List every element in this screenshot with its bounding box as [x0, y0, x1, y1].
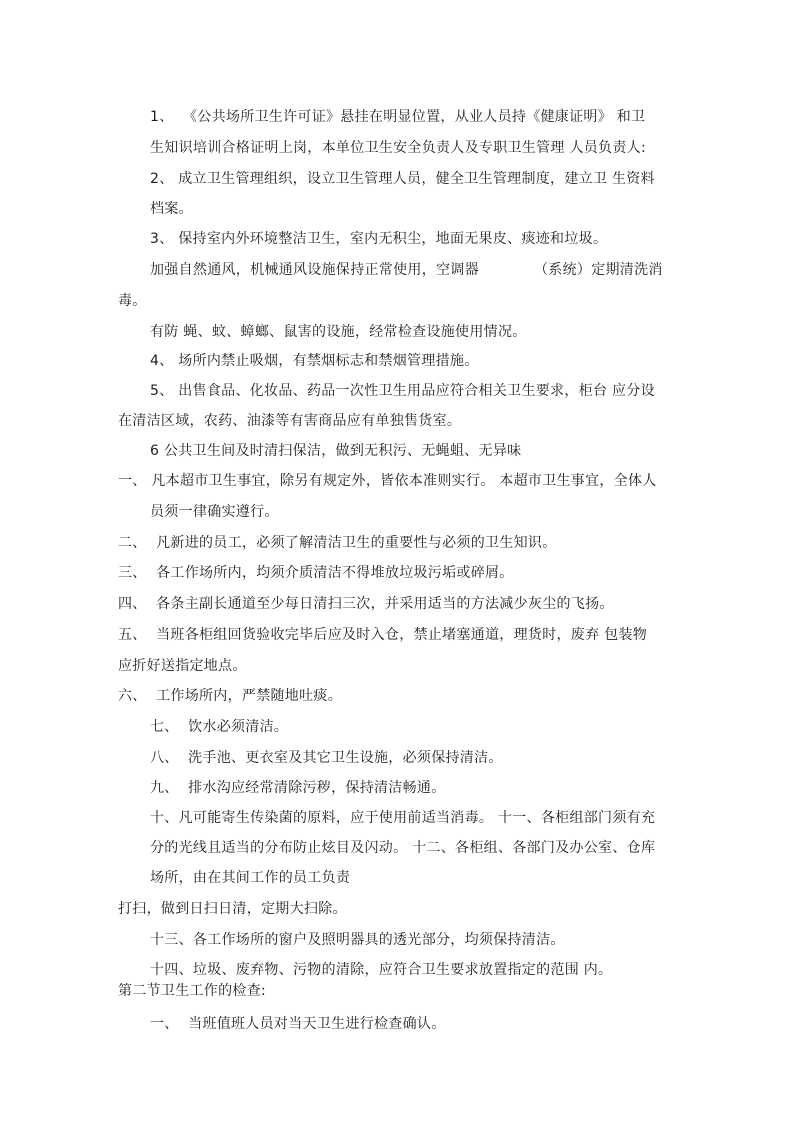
text-line-21: 七、 饮水必须清洁。 — [150, 719, 289, 735]
text-line-24: 十、凡可能寄生传染菌的原料，应于使用前适当消毒。 十一、各柜组部门须有充 — [150, 810, 656, 826]
text-line-12: 6 公共卫生间及时清扫保洁，做到无积污、无蝇蛆、无异味 — [150, 443, 522, 459]
text-line-17: 四、 各条主副长通道至少每日清扫三次，并采用适当的方法减少灰尘的飞扬。 — [118, 596, 614, 612]
text-line-11: 在清洁区域，农药、油漆等有害商品应有单独售货室。 — [118, 413, 462, 429]
text-line-8: 有防 蝇、蚊、蟑螂、鼠害的设施，经常检查设施使用情况。 — [150, 324, 527, 340]
text-line-9: 4、 场所内禁止吸烟，有禁烟标志和禁烟管理措施。 — [150, 353, 479, 369]
text-line-19: 应折好送指定地点。 — [118, 658, 247, 674]
text-line-25: 分的光线且适当的分布防止炫目及闪动。 十二、各柜组、各部门及办公室、仓库 — [150, 840, 656, 856]
text-line-29: 十四、垃圾、废弃物、污物的清除，应符合卫生要求放置指定的范围 内。 — [150, 962, 613, 978]
section-heading: 第二节卫生工作的检查: — [118, 983, 267, 999]
text-line-1: 1、 《公共场所卫生许可证》悬挂在明显位置，从业人员持《健康证明》 和卫 — [150, 109, 646, 125]
text-line-6a: 加强自然通风，机械通风设施保持正常使用，空调器 — [150, 262, 479, 278]
text-line-3: 2、 成立卫生管理组织，设立卫生管理人员，健全卫生管理制度，建立卫 生资料 — [150, 171, 655, 187]
text-line-5: 3、 保持室内外环境整洁卫生，室内无积尘，地面无果皮、痰迹和垃圾。 — [150, 231, 608, 247]
text-line-6b: （系统）定期清洗消 — [534, 262, 663, 278]
text-line-31: 一、 当班值班人员对当天卫生进行检查确认。 — [150, 1016, 446, 1032]
text-line-26: 场所，由在其间工作的员工负责 — [150, 870, 351, 886]
text-line-14: 员须一律确实遵行。 — [150, 504, 279, 520]
text-line-15: 二、 凡新进的员工，必须了解清洁卫生的重要性与必须的卫生知识。 — [118, 535, 557, 551]
text-line-7: 毒。 — [118, 293, 147, 309]
text-line-20: 六、 工作场所内，严禁随地吐痰。 — [118, 688, 342, 704]
text-line-4: 档案。 — [150, 201, 193, 217]
text-line-16: 三、 各工作场所内，均须介质清洁不得堆放垃圾污垢或碎屑。 — [118, 565, 514, 581]
text-line-10: 5、 出售食品、化妆品、药品一次性卫生用品应符合相关卫生要求，柜台 应分设 — [150, 383, 655, 399]
text-line-22: 八、 洗手池、更衣室及其它卫生设施，必须保持清洁。 — [150, 750, 503, 766]
text-line-13: 一、 凡本超市卫生事宜，除另有规定外，皆依本准则实行。 本超市卫生事宜，全体人 — [118, 473, 657, 489]
text-line-2: 生知识培训合格证明上岗，本单位卫生安全负责人及专职卫生管理 人员负责人: — [150, 140, 646, 156]
text-line-28: 十三、各工作场所的窗户及照明器具的透光部分，均须保持清洁。 — [150, 932, 565, 948]
text-line-23: 九、 排水沟应经常清除污秽，保持清洁畅通。 — [150, 780, 446, 796]
text-line-18: 五、 当班各柜组回货验收完毕后应及时入仓，禁止堵塞通道，理货时，废弃 包装物 — [118, 627, 648, 643]
text-line-27: 打扫，做到日扫日清，定期大扫除。 — [118, 901, 347, 917]
